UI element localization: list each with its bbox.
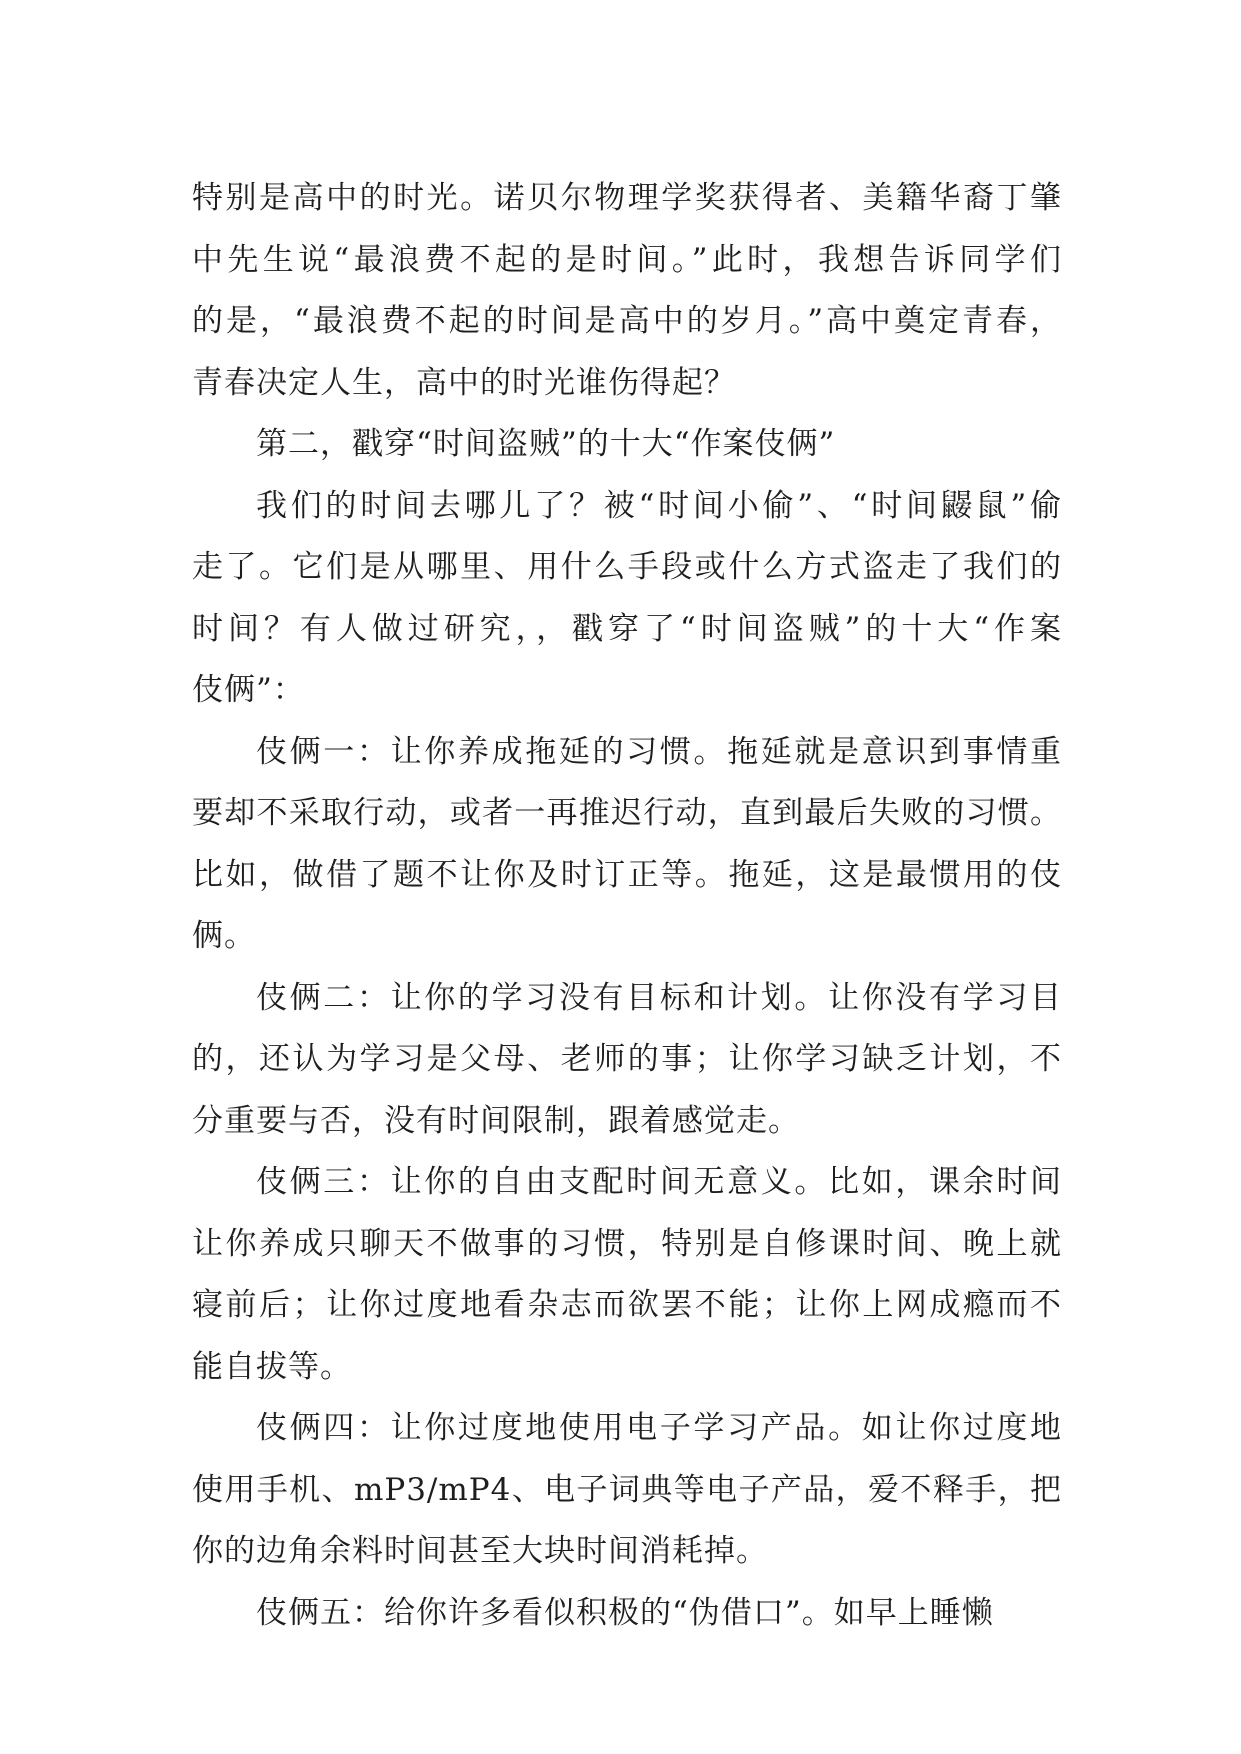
text-line: 青春决定人生，高中的时光谁伤得起？: [192, 364, 736, 401]
text-line: 你的边角余料时间甚至大块时间消耗掉。: [192, 1533, 768, 1569]
text-line: 使用手机、mP3/mP4、电子词典等电子产品，爱不释手，把: [192, 1471, 1062, 1508]
text-line: 让你养成只聊天不做事的习惯，特别是自修课时间、晚上就: [192, 1225, 1062, 1262]
text-line: 伎俩四：让你过度地使用电子学习产品。如让你过度地: [256, 1410, 1062, 1446]
paragraph-p-trick-1: [192, 722, 1062, 968]
paragraph-p-section-2-heading: [192, 414, 1062, 476]
text-line: 俩。: [192, 918, 256, 954]
paragraph-p-trick-4: [192, 1398, 1062, 1583]
text-line: 比如，做借了题不让你及时订正等。拖延，这是最惯用的伎: [192, 856, 1062, 893]
text-line: 能自拔等。: [192, 1348, 352, 1385]
document-body: [192, 168, 1062, 1644]
text-line: 分重要与否，没有时间限制，跟着感觉走。: [192, 1102, 800, 1139]
text-line: 第二，戳穿“时间盗贼”的十大“作案伎俩”: [256, 426, 836, 462]
text-line: 走了。它们是从哪里、用什么手段或什么方式盗走了我们的: [192, 549, 1062, 585]
paragraph-p-section-2-intro: [192, 476, 1062, 722]
text-line: 伎俩五：给你许多看似积极的“伪借口”。如早上睡懒: [256, 1594, 994, 1631]
text-line: 寝前后；让你过度地看杂志而欲罢不能；让你上网成瘾而不: [192, 1287, 1062, 1323]
text-line: 要却不采取行动，或者一再推迟行动，直到最后失败的习惯。: [192, 795, 1062, 831]
text-line: 伎俩二：让你的学习没有目标和计划。让你没有学习目: [256, 979, 1062, 1016]
paragraph-p-trick-5: [192, 1583, 1062, 1645]
paragraph-p-trick-3: [192, 1152, 1062, 1398]
text-line: 的，还认为学习是父母、老师的事；让你学习缺乏计划，不: [192, 1041, 1062, 1077]
paragraph-p-trick-2: [192, 968, 1062, 1153]
text-line: 中先生说“最浪费不起的是时间。”此时，我想告诉同学们: [192, 241, 1062, 278]
text-line: 我们的时间去哪儿了？被“时间小偷”、“时间鼹鼠”偷: [256, 487, 1062, 524]
text-line: 伎俩三：让你的自由支配时间无意义。比如，课余时间: [256, 1164, 1062, 1200]
text-line: 伎俩”：: [192, 672, 305, 708]
text-line: 时间？有人做过研究，，戳穿了“时间盗贼”的十大“作案: [192, 610, 1062, 647]
text-line: 特别是高中的时光。诺贝尔物理学奖获得者、美籍华裔丁肇: [192, 180, 1062, 216]
paragraph-p-intro-continued: [192, 168, 1062, 414]
text-line: 的是，“最浪费不起的时间是高中的岁月。”高中奠定青春，: [192, 303, 1062, 339]
text-line: 伎俩一：让你养成拖延的习惯。拖延就是意识到事情重: [256, 733, 1062, 770]
